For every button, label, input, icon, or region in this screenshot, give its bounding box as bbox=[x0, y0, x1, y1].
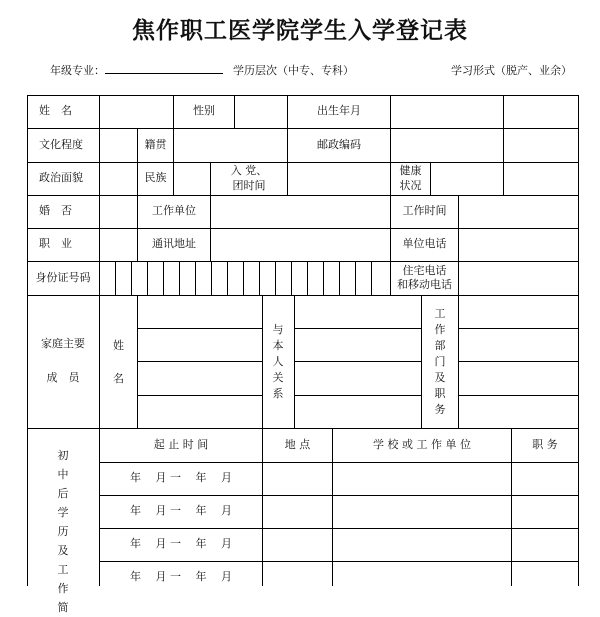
history-row-period: 年 月 一 年 月 bbox=[130, 537, 232, 551]
occupation-label: 职 业 bbox=[39, 237, 72, 251]
join-party-line1: 入 党、 bbox=[230, 164, 268, 178]
health-line2: 状况 bbox=[399, 178, 422, 192]
home-phone-line1: 住宅电话 bbox=[402, 263, 447, 277]
position-header: 职 务 bbox=[532, 437, 558, 451]
school-unit-header: 学 校 或 工 作 单 位 bbox=[373, 437, 471, 451]
grade-major-label: 年级专业： bbox=[50, 64, 105, 77]
home-phone-label bbox=[391, 261, 458, 295]
gender-label: 性别 bbox=[193, 104, 215, 118]
join-party-line2: 团时间 bbox=[232, 178, 266, 192]
marital-label: 婚 否 bbox=[39, 204, 72, 218]
relation-label: 与本人关系 bbox=[272, 323, 284, 400]
join-party-label bbox=[211, 162, 287, 195]
history-side-label: 初中后学历及工作简 bbox=[57, 449, 69, 614]
home-phone-line2: 和移动电话 bbox=[397, 278, 452, 291]
health-line1: 健康 bbox=[399, 164, 422, 178]
period-header: 起 止 时 间 bbox=[153, 437, 209, 451]
political-status-label: 政治面貌 bbox=[39, 171, 83, 185]
address-label: 通讯地址 bbox=[152, 237, 196, 251]
work-time-label: 工作时间 bbox=[402, 204, 447, 218]
id-number-label: 身份证号码 bbox=[35, 270, 91, 284]
education-level-label: 学历层次（中专、专科） bbox=[233, 64, 354, 77]
ethnicity-label: 民族 bbox=[144, 171, 167, 185]
health-label bbox=[391, 162, 430, 195]
dept-position-label: 工作部门及职务 bbox=[434, 307, 446, 416]
birth-date-label: 出生年月 bbox=[317, 104, 361, 118]
page-title: 焦作职工医学院学生入学登记表 bbox=[132, 18, 468, 44]
name-label: 姓 名 bbox=[39, 104, 72, 118]
native-place-label: 籍贯 bbox=[144, 137, 167, 151]
study-form-label: 学习形式（脱产、业余） bbox=[451, 64, 572, 77]
family-label-line1: 家庭主要 bbox=[41, 336, 85, 350]
family-name-label-1: 姓 bbox=[113, 338, 124, 352]
family-name-label-2: 名 bbox=[113, 371, 124, 385]
history-row-period: 年 月 一 年 月 bbox=[130, 570, 232, 584]
postal-code-label: 邮政编码 bbox=[317, 137, 361, 151]
place-header: 地 点 bbox=[284, 437, 311, 451]
work-unit-label: 工作单位 bbox=[152, 204, 196, 218]
family-label-line2: 成 员 bbox=[46, 370, 80, 384]
unit-phone-label: 单位电话 bbox=[402, 237, 447, 251]
history-row-period: 年 月 一 年 月 bbox=[130, 471, 232, 485]
education-label: 文化程度 bbox=[39, 137, 83, 151]
history-row-period: 年 月 一 年 月 bbox=[130, 504, 232, 518]
